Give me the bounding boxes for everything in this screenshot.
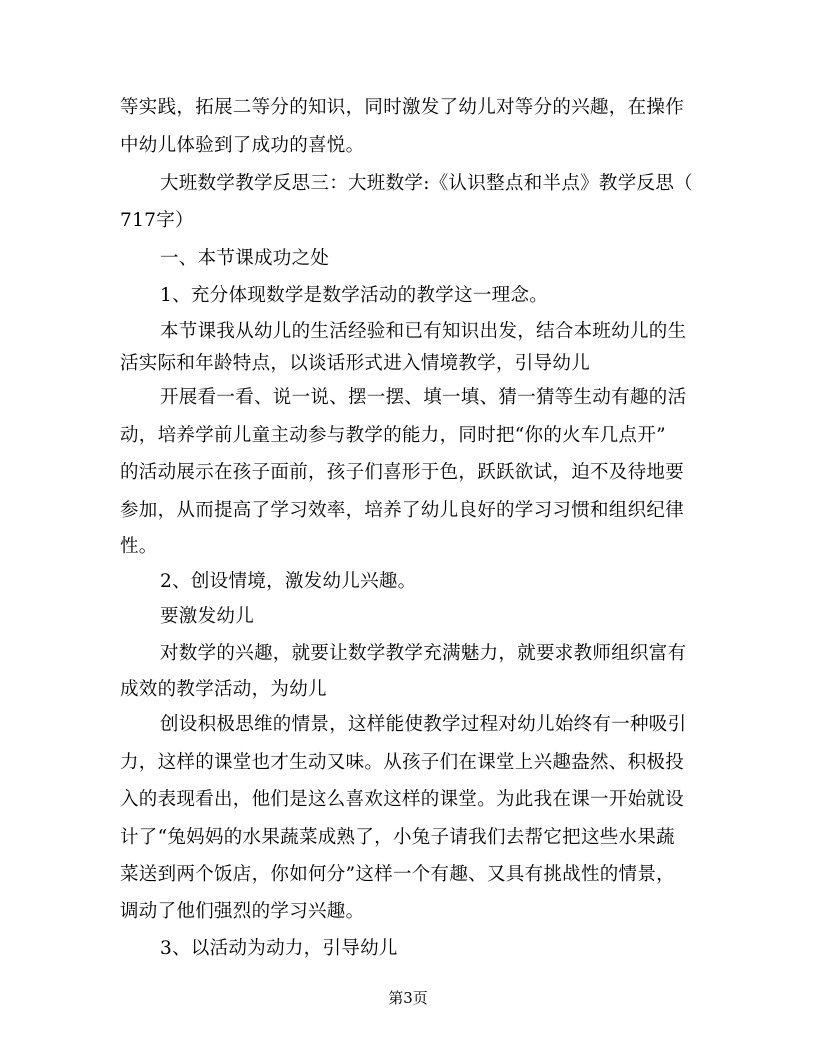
text-line: 717字） <box>120 210 194 231</box>
text-line: 创设积极思维的情景，这样能使教学过程对幼儿始终有一种吸引 <box>160 714 687 735</box>
text-line: 活实际和年龄特点，以谈话形式进入情境教学，引导幼儿 <box>120 353 591 374</box>
text-line: 动，培养学前儿童主动参与教学的能力，同时把“你的火车几点开” <box>120 425 666 446</box>
text-line: 大班数学教学反思三：大班数学:《认识整点和半点》教学反思（ <box>160 173 693 194</box>
text-line: 开展看一看、说一说、摆一摆、填一填、猜一猜等生动有趣的活 <box>160 387 687 408</box>
text-line: 1、充分体现数学是数学活动的教学这一理念。 <box>160 285 549 306</box>
text-line: 计了“兔妈妈的水果蔬菜成熟了，小兔子请我们去帮它把这些水果蔬 <box>120 827 675 848</box>
text-line: 调动了他们强烈的学习兴趣。 <box>120 901 365 922</box>
text-line: 参加，从而提高了学习效率，培养了幼儿良好的学习习惯和组织纪律 <box>120 500 685 521</box>
text-line: 菜送到两个饭店，你如何分”这样一个有趣、又具有挑战性的情景， <box>120 864 675 885</box>
text-line: 等实践，拓展二等分的知识，同时激发了幼儿对等分的兴趣，在操作 <box>120 97 685 118</box>
text-line: 一、本节课成功之处 <box>160 248 330 269</box>
text-line: 入的表现看出，他们是这么喜欢这样的课堂。为此我在课一开始就设 <box>120 789 685 810</box>
text-line: 力，这样的课堂也才生动又味。从孩子们在课堂上兴趣盎然、积极投 <box>120 752 685 773</box>
text-line: 2、创设情境，激发幼儿兴趣。 <box>160 571 417 592</box>
text-line: 要激发幼儿 <box>160 606 255 627</box>
page-number: 第3页 <box>388 989 428 1007</box>
text-line: 对数学的兴趣，就要让数学教学充满魅力，就要求教师组织富有 <box>160 643 687 664</box>
text-line: 本节课我从幼儿的生活经验和已有知识出发，结合本班幼儿的生 <box>160 321 687 342</box>
text-line: 成效的教学活动，为幼儿 <box>120 679 327 700</box>
text-line: 3、以活动为动力，引导幼儿 <box>160 938 398 959</box>
text-line: 的活动展示在孩子面前，孩子们喜形于色，跃跃欲试，迫不及待地要 <box>120 462 685 483</box>
text-line: 性。 <box>120 536 158 557</box>
text-line: 中幼儿体验到了成功的喜悦。 <box>120 135 365 156</box>
